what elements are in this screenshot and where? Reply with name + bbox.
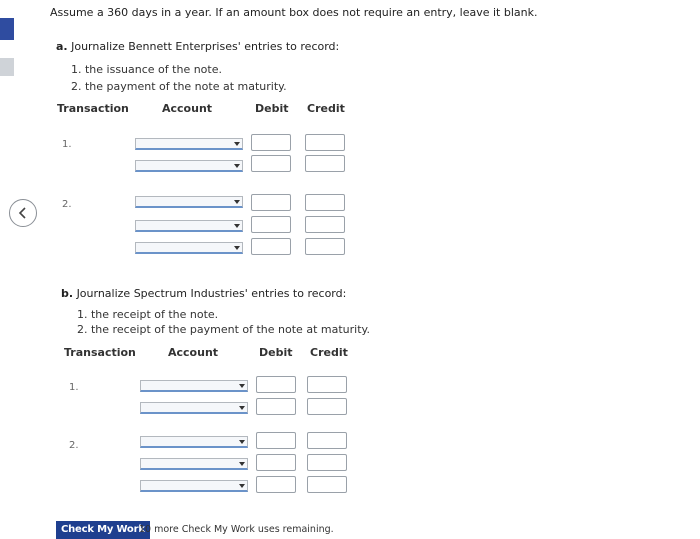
dropdown-arrow-icon bbox=[239, 484, 245, 488]
nav-segment bbox=[0, 0, 14, 18]
dropdown-arrow-icon bbox=[234, 246, 240, 250]
account-select[interactable] bbox=[135, 196, 243, 208]
check-my-work-button[interactable]: Check My Work bbox=[56, 521, 150, 539]
account-select[interactable] bbox=[135, 220, 243, 232]
debit-input[interactable] bbox=[251, 238, 291, 255]
remaining-uses-text: 10 more Check My Work uses remaining. bbox=[139, 524, 334, 535]
back-button[interactable] bbox=[9, 199, 37, 227]
part-a-letter: a. bbox=[56, 40, 68, 53]
dropdown-arrow-icon bbox=[234, 164, 240, 168]
dropdown-arrow-icon bbox=[239, 384, 245, 388]
debit-input[interactable] bbox=[256, 454, 296, 471]
header-account: Account bbox=[168, 346, 219, 359]
left-navigation-strip bbox=[0, 0, 14, 539]
part-b-item-1: 1. the receipt of the note. bbox=[77, 308, 219, 321]
credit-input[interactable] bbox=[305, 216, 345, 233]
credit-input[interactable] bbox=[307, 376, 347, 393]
credit-input[interactable] bbox=[307, 476, 347, 493]
dropdown-arrow-icon bbox=[239, 462, 245, 466]
account-select[interactable] bbox=[135, 138, 243, 150]
header-debit: Debit bbox=[259, 346, 293, 359]
dropdown-arrow-icon bbox=[239, 440, 245, 444]
account-select[interactable] bbox=[140, 402, 248, 414]
dropdown-arrow-icon bbox=[234, 224, 240, 228]
transaction-number: 1. bbox=[69, 382, 79, 393]
credit-input[interactable] bbox=[307, 398, 347, 415]
header-debit: Debit bbox=[255, 102, 289, 115]
transaction-number: 1. bbox=[62, 139, 72, 150]
dropdown-arrow-icon bbox=[239, 406, 245, 410]
dropdown-arrow-icon bbox=[234, 200, 240, 204]
chevron-left-icon bbox=[16, 206, 30, 220]
part-a-title-text: Journalize Bennett Enterprises' entries to record: bbox=[71, 40, 340, 53]
instructions-text: Assume a 360 days in a year. If an amount box does not require an entry, leave it blank. bbox=[50, 6, 538, 19]
nav-segment bbox=[0, 76, 14, 539]
account-select[interactable] bbox=[135, 160, 243, 172]
header-credit: Credit bbox=[310, 346, 348, 359]
part-a-item-1: 1. the issuance of the note. bbox=[71, 63, 222, 76]
transaction-number: 2. bbox=[62, 199, 72, 210]
part-b-item-2: 2. the receipt of the payment of the note at maturity. bbox=[77, 323, 370, 336]
credit-input[interactable] bbox=[305, 155, 345, 172]
debit-input[interactable] bbox=[256, 398, 296, 415]
debit-input[interactable] bbox=[256, 376, 296, 393]
account-select[interactable] bbox=[140, 380, 248, 392]
part-a-title bbox=[56, 40, 339, 53]
part-a-item-2: 2. the payment of the note at maturity. bbox=[71, 80, 287, 93]
debit-input[interactable] bbox=[251, 194, 291, 211]
part-b-title bbox=[61, 287, 346, 300]
header-transaction: Transaction bbox=[64, 346, 136, 359]
debit-input[interactable] bbox=[251, 155, 291, 172]
header-account: Account bbox=[162, 102, 213, 115]
credit-input[interactable] bbox=[305, 194, 345, 211]
credit-input[interactable] bbox=[307, 454, 347, 471]
transaction-number: 2. bbox=[69, 440, 79, 451]
nav-segment bbox=[0, 40, 14, 58]
header-transaction: Transaction bbox=[57, 102, 129, 115]
debit-input[interactable] bbox=[256, 476, 296, 493]
debit-input[interactable] bbox=[251, 216, 291, 233]
debit-input[interactable] bbox=[256, 432, 296, 449]
credit-input[interactable] bbox=[305, 134, 345, 151]
account-select[interactable] bbox=[135, 242, 243, 254]
credit-input[interactable] bbox=[307, 432, 347, 449]
account-select[interactable] bbox=[140, 436, 248, 448]
dropdown-arrow-icon bbox=[234, 142, 240, 146]
account-select[interactable] bbox=[140, 480, 248, 492]
credit-input[interactable] bbox=[305, 238, 345, 255]
header-credit: Credit bbox=[307, 102, 345, 115]
nav-segment-active[interactable] bbox=[0, 18, 14, 40]
account-select[interactable] bbox=[140, 458, 248, 470]
part-b-title-text: Journalize Spectrum Industries' entries to record: bbox=[76, 287, 347, 300]
part-b-letter: b. bbox=[61, 287, 74, 300]
nav-segment[interactable] bbox=[0, 58, 14, 76]
debit-input[interactable] bbox=[251, 134, 291, 151]
